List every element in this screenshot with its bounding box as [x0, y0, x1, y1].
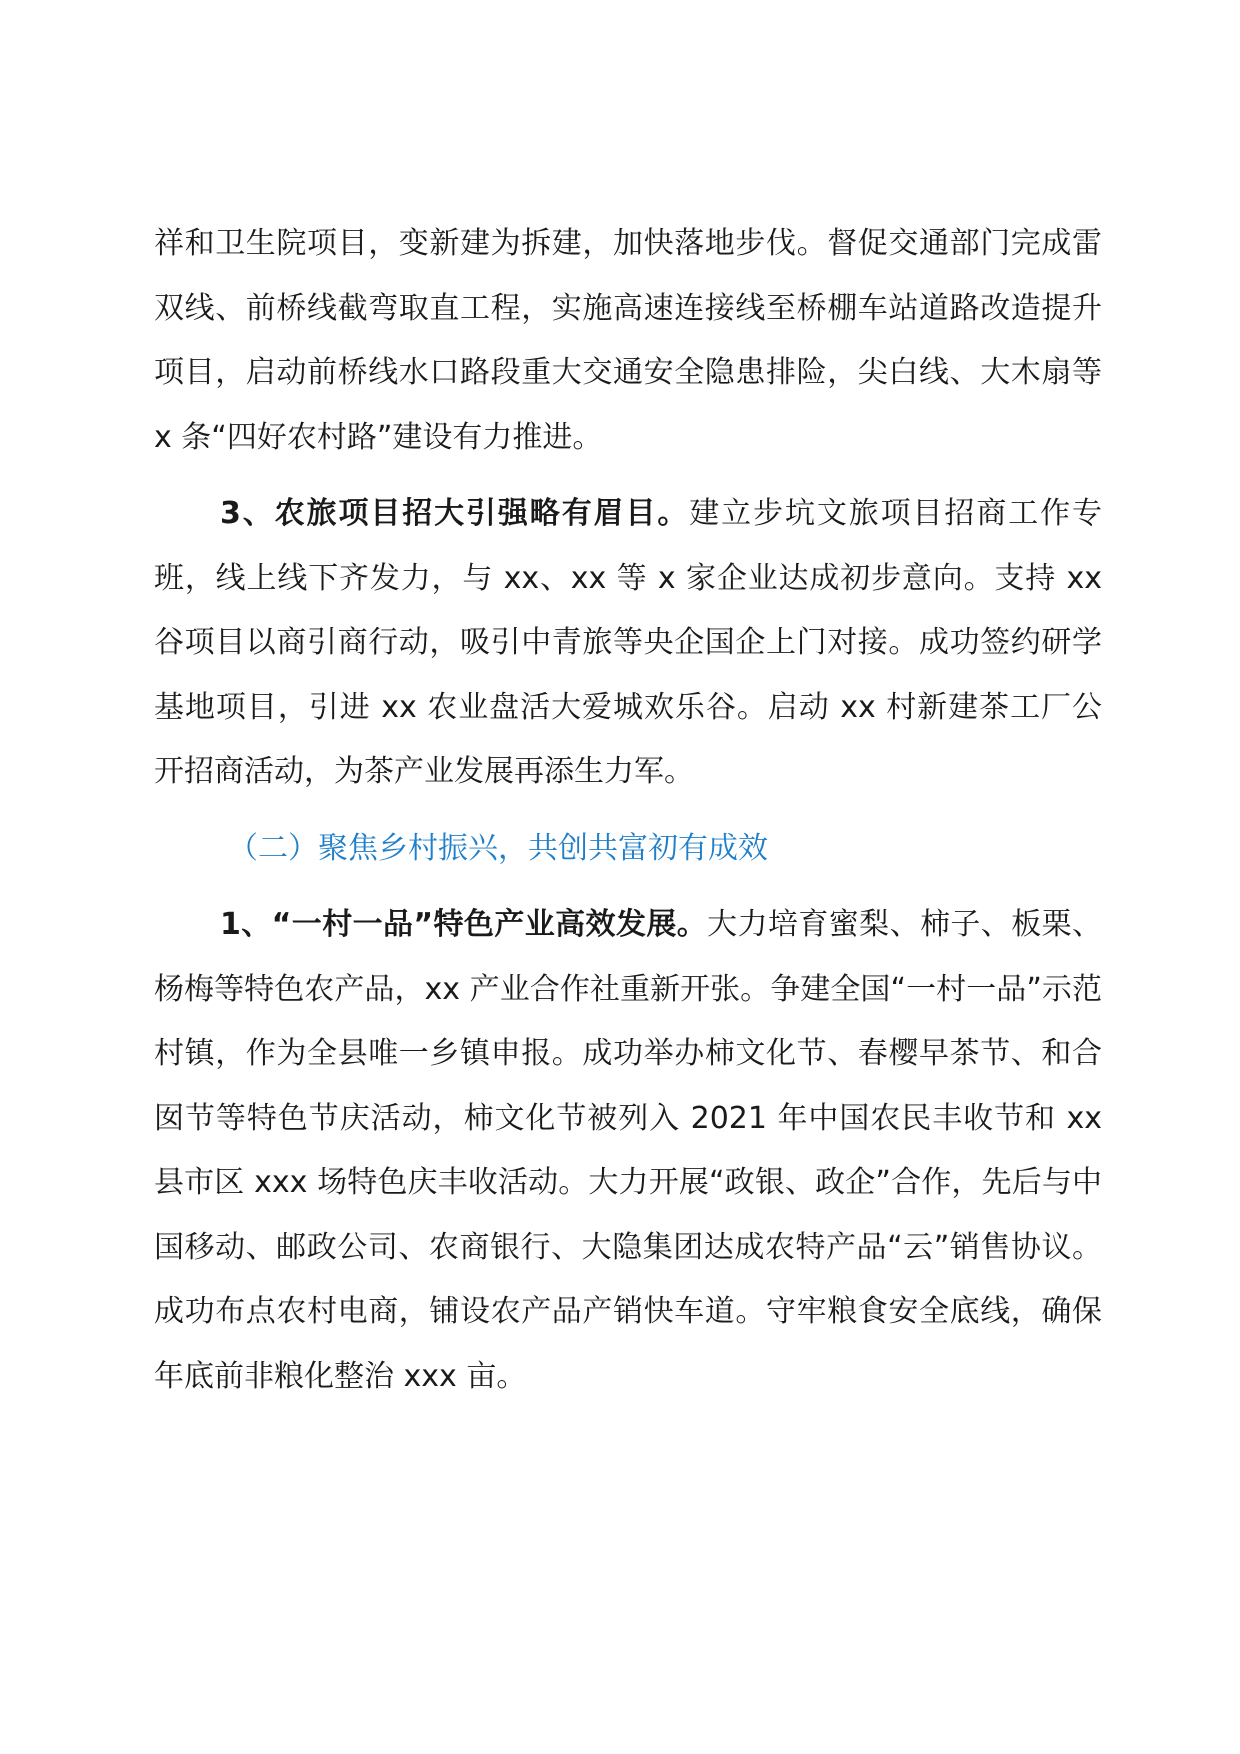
- paragraph-spacer: [154, 881, 1102, 893]
- section-heading: （二）聚焦乡村振兴，共创共富初有成效: [228, 830, 768, 866]
- paragraph-spacer: [154, 805, 1102, 817]
- document-body: [154, 212, 1102, 1409]
- paragraph-text: 祥和卫生院项目，变新建为拆建，加快落地步伐。督促交通部门完成雷双线、前桥线截弯取直工程，实施高速连接线至桥棚车站道路改造提升项目，启动前桥线水口路段重大交通安全隐患排险，尖白线、大木扇等 x 条“四好农村路”建设有力推进。: [154, 226, 1102, 455]
- item-heading: 1、“一村一品”特色产业高效发展。: [220, 907, 708, 942]
- paragraph-spacer: [154, 470, 1102, 482]
- paragraph-continued: [154, 212, 1102, 470]
- paragraph-item-3: [154, 482, 1102, 805]
- paragraph-text: 大力培育蜜梨、柿子、板栗、杨梅等特色农产品，xx 产业合作社重新开张。争建全国“一村一品”示范村镇，作为全县唯一乡镇申报。成功举办柿文化节、春樱早茶节、和合囡节等特色节庆活动，柿文化节被列入 2021 年中国农民丰收节和 xx 县市区 xxx 场特色庆丰收活动。大力开展“政银、政企”合作，先后与中国移动、邮政公司、农商银行、大隐集团达成农特产品“云”销售协议。成功布点农村电商，铺设农产品产销快车道。守牢粮食安全底线，确保年底前非粮化整治 xxx 亩。: [154, 907, 1103, 1394]
- paragraph-item-1: [154, 893, 1102, 1409]
- paragraph-text: 建立步坑文旅项目招商工作专班，线上线下齐发力，与 xx、xx 等 x 家企业达成初步意向。支持 xx 谷项目以商引商行动，吸引中青旅等央企国企上门对接。成功签约研学基地项目，引进 xx 农业盘活大爱城欢乐谷。启动 xx 村新建茶工厂公开招商活动，为茶产业发展再添生力军。: [154, 496, 1103, 789]
- item-heading: 3、农旅项目招大引强略有眉目。: [220, 496, 690, 531]
